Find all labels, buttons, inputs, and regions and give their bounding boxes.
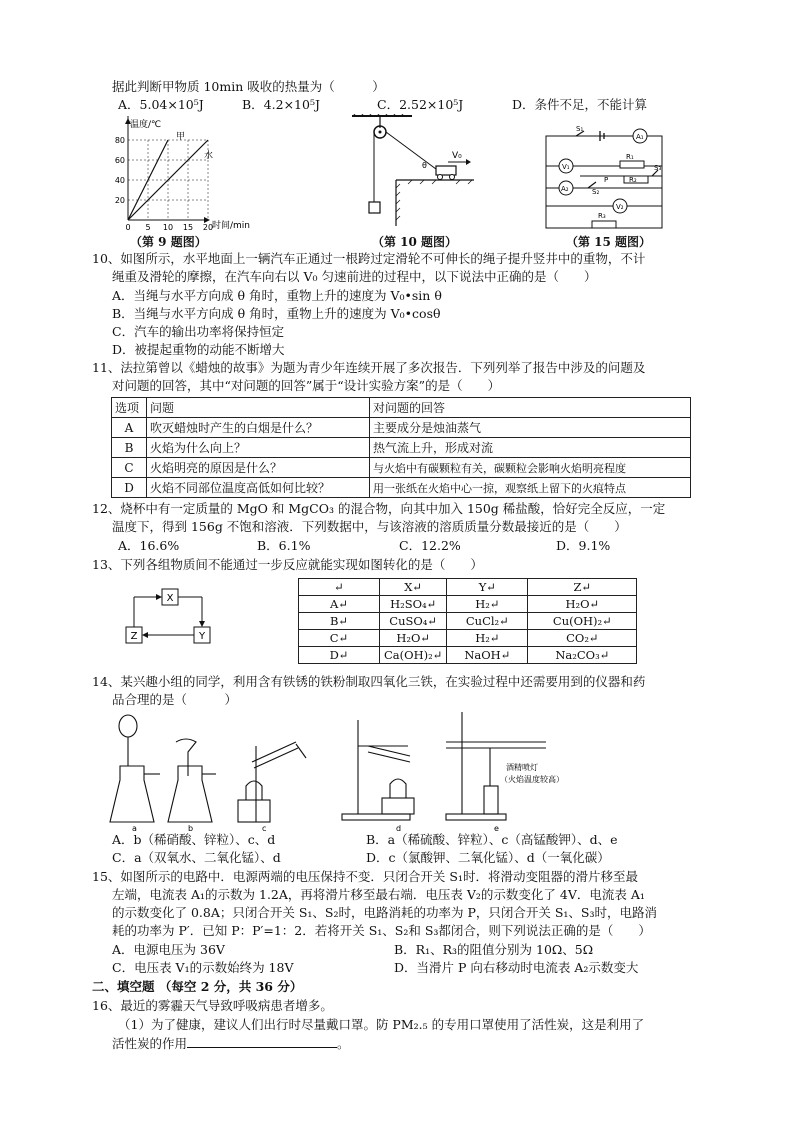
q11-table-header <box>112 398 691 418</box>
apparatus-b-flask <box>168 739 216 822</box>
table-cell: CuSO₄↵ <box>380 613 447 630</box>
q16-stem: 16、最近的雾霾天气导致呼吸病患者增多。 <box>92 998 333 1013</box>
arrow-icon <box>142 632 148 638</box>
header-cell: Z↵ <box>528 579 637 596</box>
y-tick-label: 40 <box>114 176 125 185</box>
fig9-label-jia: 甲 <box>176 132 186 142</box>
q14-option-b: B．a（稀硫酸、锌粒）、c（高锰酸钾）、d、e <box>366 832 618 847</box>
node-y: Y <box>198 631 206 642</box>
q10-stem-2: 绳重及滑轮的摩擦，在汽车向右以 V₀ 匀速前进的过程中，以下说法中正确的是（ ） <box>112 269 597 284</box>
table-cell: H₂SO₄↵ <box>380 596 447 613</box>
q15-option-c: C．电压表 V₁的示数始终为 18V <box>112 960 294 975</box>
table-cell: 火焰明亮的原因是什么？ <box>147 458 370 478</box>
fig9-y-label: 温度/℃ <box>130 120 162 130</box>
table-cell: Ca(OH)₂↵ <box>380 647 447 664</box>
q16-sub1-continued <box>112 1035 350 1052</box>
q12-option-a: A．16.6% <box>118 538 180 553</box>
table-cell: 火焰为什么向上？ <box>147 438 370 458</box>
table-cell: A↵ <box>299 596 380 613</box>
lamp-note-2: （火焰温度较高） <box>500 775 564 784</box>
q10-option-a: A．当绳与水平方向成 θ 角时，重物上升的速度为 V₀•sin θ <box>112 288 442 303</box>
node-z: Z <box>130 631 138 642</box>
circuit-label: R₁ <box>626 153 634 161</box>
table-cell: H₂↵ <box>447 596 528 613</box>
q15-stem-4: 耗的功率为 P′．已知 P：P′=1：2．若将开关 S₁、S₂和 S₃都闭合，则下列说法正确的是（ ） <box>112 923 651 938</box>
x-tick-label: 5 <box>145 223 151 232</box>
circuit-label: S₃ <box>654 164 662 172</box>
q9-option-a: A．5.04×10⁵J <box>118 97 204 112</box>
circuit-label: S₁ <box>576 125 584 133</box>
q13-cycle-diagram <box>124 583 220 653</box>
apparatus-label-e: e <box>494 824 499 832</box>
x-tick-label: 20 <box>202 223 214 232</box>
section-2-title: 二、填空题 （每空 2 分，共 36 分） <box>92 979 303 994</box>
q14-apparatus <box>106 706 626 832</box>
q15-option-b: B．R₁、R₃的阻值分别为 10Ω、5Ω <box>394 942 594 957</box>
q14-option-d: D．c（氯酸钾、二氧化锰）、d（一氧化碳） <box>366 850 610 865</box>
table-row <box>299 613 637 630</box>
table-cell: Cu(OH)₂↵ <box>528 613 637 630</box>
table-row <box>112 438 691 458</box>
table-row <box>112 418 691 438</box>
q9-option-b: B．4.2×10⁵J <box>242 97 320 112</box>
q12-option-b: B．6.1% <box>257 538 311 553</box>
q10-option-b: B．当绳与水平方向成 θ 角时，重物上升的速度为 V₀•cosθ <box>112 306 441 321</box>
table-cell: H₂↵ <box>447 630 528 647</box>
circuit-label: A₂ <box>561 185 569 193</box>
q13-stem: 13、下列各组物质间不能通过一步反应就能实现如图转化的是（ ） <box>92 557 483 572</box>
y-tick-label: 80 <box>114 136 125 145</box>
table-cell: Na₂CO₃↵ <box>528 647 637 664</box>
arrow-icon <box>199 621 205 627</box>
q15-stem-3: 的示数变化了 0.8A；只闭合开关 S₁、S₂时，电路消耗的功率为 P，只闭合开关 S₁、S₃时，电路消 <box>112 905 658 920</box>
q13-table <box>298 578 637 664</box>
table-row <box>112 458 691 478</box>
q14-stem-2: 品合理的是（ ） <box>112 692 238 707</box>
table-row <box>112 478 691 498</box>
table-cell: C↵ <box>299 630 380 647</box>
apparatus-d-stand <box>342 720 414 820</box>
table-cell: CuCl₂↵ <box>447 613 528 630</box>
table-cell: D <box>112 478 147 498</box>
y-tick-label: 20 <box>114 196 125 205</box>
table-cell: B↵ <box>299 613 380 630</box>
apparatus-label-a: a <box>132 824 137 832</box>
q14-stem-1: 14、某兴趣小组的同学，利用含有铁锈的铁粉制取四氧化三铁，在实验过程中还需要用到的仪器和药 <box>92 674 646 689</box>
q9-option-d: D．条件不足，不能计算 <box>512 97 648 112</box>
circuit-label: V₂ <box>616 203 624 211</box>
q10-stem-1: 10、如图所示，水平地面上一辆汽车正通过一根跨过定滑轮不可伸长的绳子提升竖井中的重物，不计 <box>92 251 646 266</box>
arrow-icon <box>156 594 162 600</box>
x-tick-label: 10 <box>162 223 174 232</box>
fig9-chart <box>108 116 268 234</box>
table-cell: H₂O↵ <box>380 630 447 647</box>
q14-option-a: A．b（稀硝酸、锌粒）、c、d <box>112 832 276 847</box>
q14-option-c: C．a（双氧水、二氧化锰）、d <box>112 850 281 865</box>
x-tick-label: 0 <box>125 223 131 232</box>
circuit-label: S₂ <box>592 188 600 196</box>
header-cell: 问题 <box>147 398 370 418</box>
q16-sub1b: 活性炭的作用 <box>112 1036 188 1051</box>
table-cell: A <box>112 418 147 438</box>
q16-sub1: （1）为了健康，建议人们出行时尽量戴口罩。防 PM₂.₅ 的专用口罩使用了活性炭，这是利用了 <box>118 1017 645 1032</box>
q13-table-header <box>299 579 637 596</box>
table-cell: 火焰不同部位温度高低如何比较？ <box>147 478 370 498</box>
answer-blank[interactable] <box>187 1035 337 1048</box>
header-cell: 选项 <box>112 398 147 418</box>
table-cell: H₂O↵ <box>528 596 637 613</box>
apparatus-label-d: d <box>396 824 402 832</box>
q11-stem-2: 对问题的回答，其中“对问题的回答”属于“设计实验方案”的是（ ） <box>112 378 501 393</box>
q9-stem: 据此判断甲物质 10min 吸收的热量为（ ） <box>112 79 385 94</box>
table-row <box>299 647 637 664</box>
table-cell: 与火焰中有碳颗粒有关，碳颗粒会影响火焰明亮程度 <box>370 458 691 478</box>
table-cell: CO₂↵ <box>528 630 637 647</box>
fig10-theta: θ <box>422 161 427 170</box>
table-cell: 主要成分是烛油蒸气 <box>370 418 691 438</box>
apparatus-c-test-tube <box>238 742 306 822</box>
q12-option-d: D．9.1% <box>556 538 611 553</box>
weight-block <box>369 202 380 213</box>
q15-option-d: D．当滑片 P 向右移动时电流表 A₂示数变大 <box>394 960 639 975</box>
table-cell: B <box>112 438 147 458</box>
lamp-note-1: 酒精喷灯 <box>506 763 538 772</box>
apparatus-label-c: c <box>262 824 267 832</box>
table-cell: D↵ <box>299 647 380 664</box>
header-cell: 对问题的回答 <box>370 398 691 418</box>
q9-option-c: C．2.52×10⁵J <box>377 97 464 112</box>
q10-option-d: D．被提起重物的动能不断增大 <box>112 342 285 357</box>
q15-stem-1: 15、如图所示的电路中．电源两端的电压保持不变．只闭合开关 S₁时．将滑动变阻器的滑片移至最 <box>92 869 638 884</box>
header-cell: Y↵ <box>447 579 528 596</box>
fig10-diagram <box>352 114 474 234</box>
car-icon <box>436 166 456 175</box>
table-cell: 用一张纸在火焰中心一掠，观察纸上留下的火痕特点 <box>370 478 691 498</box>
header-cell: ↵ <box>299 579 380 596</box>
circuit-label: V₁ <box>562 163 570 171</box>
circuit-label: R₃ <box>598 212 606 220</box>
table-cell: 吹灭蜡烛时产生的白烟是什么？ <box>147 418 370 438</box>
fig15-circuit <box>540 124 666 232</box>
table-row <box>299 596 637 613</box>
q12-stem-1: 12、烧杯中有一定质量的 MgO 和 MgCO₃ 的混合物，向其中加入 150g 稀盐酸，恰好完全反应，一定 <box>92 501 666 516</box>
table-cell: 热气流上升，形成对流 <box>370 438 691 458</box>
circuit-label: P <box>604 176 609 184</box>
table-row <box>299 630 637 647</box>
fig10-caption: （第 10 题图） <box>372 235 458 249</box>
x-tick-label: 15 <box>182 223 194 232</box>
y-tick-label: 60 <box>114 156 125 165</box>
table-cell: NaOH↵ <box>447 647 528 664</box>
q15-option-a: A．电源电压为 36V <box>112 942 225 957</box>
fig9-caption: （第 9 题图） <box>130 235 207 249</box>
q11-stem-1: 11、法拉第曾以《蜡烛的故事》为题为青少年连续开展了多次报告．下列列举了报告中涉及的问题及 <box>92 360 646 375</box>
q12-stem-2: 温度下，得到 156g 不饱和溶液．下列数据中，与该溶液的溶质质量分数最接近的是（ ） <box>112 519 627 534</box>
node-x: X <box>166 593 174 604</box>
q11-table <box>111 397 691 498</box>
fig15-caption: （第 15 题图） <box>566 235 652 249</box>
q12-option-c: C．12.2% <box>399 538 461 553</box>
apparatus-a-flask <box>110 715 160 822</box>
circuit-label: A₁ <box>636 133 644 141</box>
q10-option-c: C．汽车的输出功率将保持恒定 <box>112 324 285 339</box>
q16-end: 。 <box>337 1036 350 1051</box>
fig9-label-water: 水 <box>204 151 214 161</box>
apparatus-label-b: b <box>188 824 194 832</box>
fig10-v0: V₀ <box>452 151 462 161</box>
circuit-label: R₂ <box>629 176 637 184</box>
q15-stem-2: 左端，电流表 A₁的示数为 1.2A，再将滑片移至最右端．电压表 V₂的示数变化了 4V．电流表 A₁ <box>112 887 645 902</box>
fig9-x-label: 时间/min <box>212 221 251 231</box>
header-cell: X↵ <box>380 579 447 596</box>
table-cell: C <box>112 458 147 478</box>
